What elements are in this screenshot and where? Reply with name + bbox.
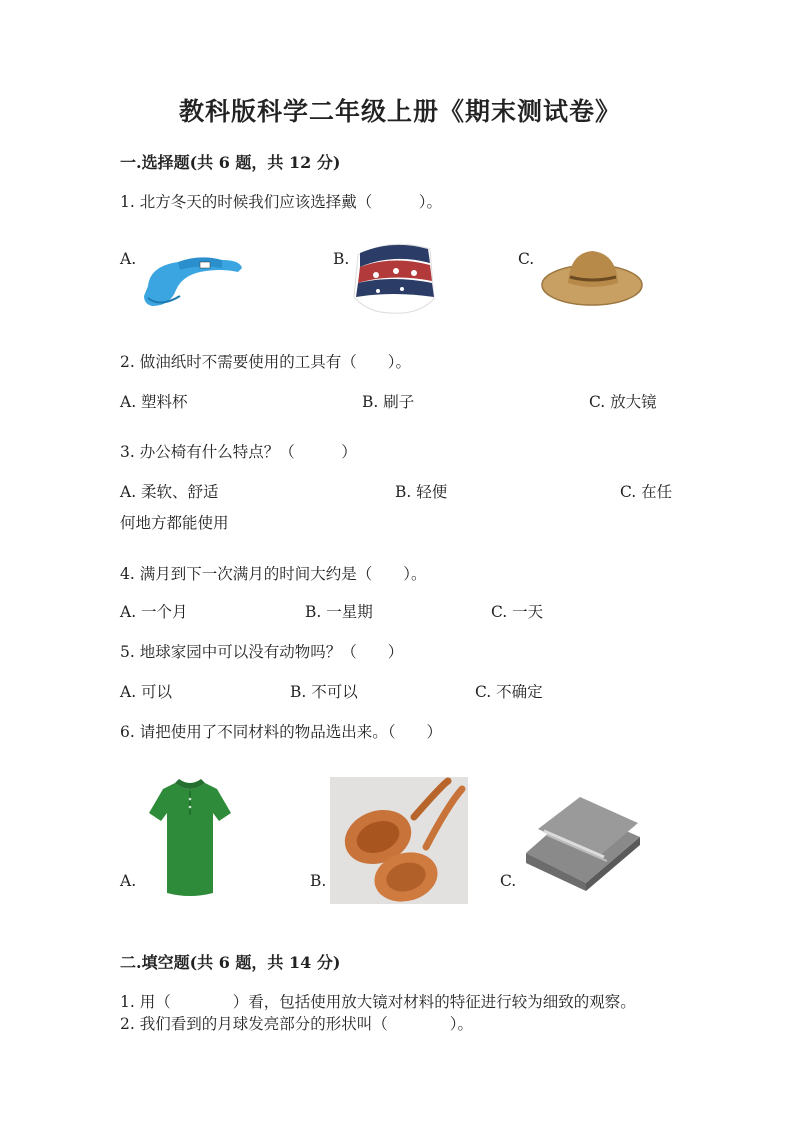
q4-option-a: A. 一个月	[120, 603, 188, 621]
polo-shirt-image	[145, 775, 235, 900]
knit-hat-image	[348, 235, 438, 317]
question-1: 1. 北方冬天的时候我们应该选择戴（ ）。	[120, 193, 442, 211]
question-4: 4. 满月到下一次满月的时间大约是（ ）。	[120, 565, 427, 583]
q5-option-a: A. 可以	[120, 683, 173, 701]
q3-option-b: B. 轻便	[395, 483, 448, 501]
q1-option-b: B.	[333, 250, 350, 268]
q2-option-a: A. 塑料杯	[120, 393, 188, 411]
q6-option-b: B.	[310, 872, 327, 890]
question-6: 6. 请把使用了不同材料的物品选出来。（ ）	[120, 723, 442, 741]
q5-option-b: B. 不可以	[290, 683, 358, 701]
q1-option-a: A.	[120, 250, 137, 268]
q2-option-b: B. 刷子	[362, 393, 415, 411]
q3-option-c-continuation: 何地方都能使用	[120, 514, 229, 532]
straw-hat-image	[540, 245, 644, 309]
q6-option-a: A.	[120, 872, 137, 890]
fill-question-2: 2. 我们看到的月球发亮部分的形状叫（ ）。	[120, 1015, 473, 1033]
section-heading-fill: 二.填空题(共 6 题，共 14 分)	[120, 953, 341, 972]
q2-option-c: C. 放大镜	[589, 393, 657, 411]
q1-option-c: C.	[518, 250, 535, 268]
page-title: 教科版科学二年级上册《期末测试卷》	[178, 97, 621, 126]
question-5: 5. 地球家园中可以没有动物吗？（ ）	[120, 643, 404, 661]
q4-option-c: C. 一天	[491, 603, 544, 621]
question-3: 3. 办公椅有什么特点？（ ）	[120, 443, 357, 461]
q5-option-c: C. 不确定	[475, 683, 543, 701]
wooden-spoons-image	[330, 777, 468, 904]
q6-option-c: C.	[500, 872, 517, 890]
q3-option-c: C. 在任	[620, 483, 673, 501]
section-heading-choice: 一.选择题(共 6 题，共 12 分)	[120, 153, 341, 172]
q3-option-a: A. 柔软、舒适	[120, 483, 219, 501]
towel-image	[520, 787, 644, 891]
visor-cap-image	[140, 238, 245, 313]
fill-question-1: 1. 用（ ）看，包括使用放大镜对材料的特征进行较为细致的观察。	[120, 993, 636, 1011]
q4-option-b: B. 一星期	[305, 603, 373, 621]
question-2: 2. 做油纸时不需要使用的工具有（ ）。	[120, 353, 411, 371]
